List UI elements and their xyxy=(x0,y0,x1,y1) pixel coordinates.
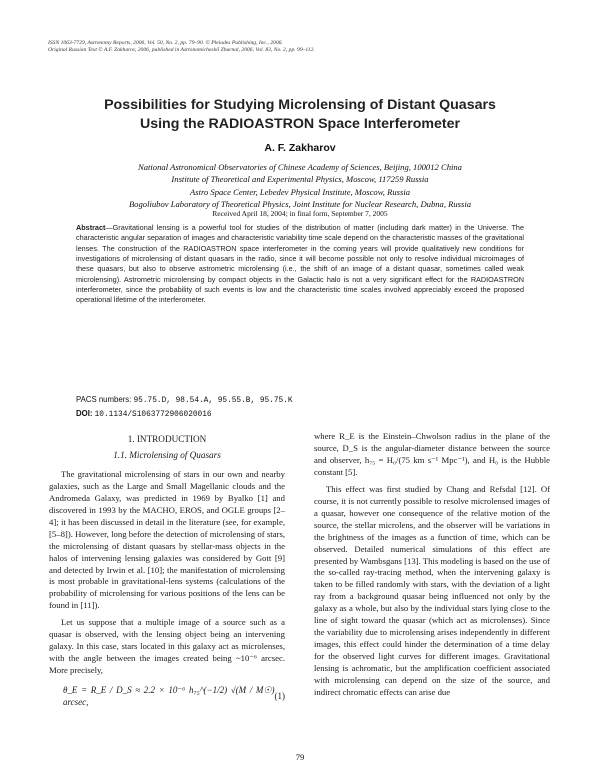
right-column xyxy=(314,431,550,699)
header-line-1: ISSN 1063-7729, Astronomy Reports, 2006, Vol. 50, No. 2, pp. 79–90. © Pleiades Publishing, Inc., 2006. xyxy=(48,40,283,46)
equation-body: θ_E = R_E / D_S ≈ 2.2 × 10⁻⁶ h₇₅^(−1/2) √(M / M☉) arcsec, xyxy=(63,685,275,708)
left-column xyxy=(49,431,285,709)
paragraph: The gravitational microlensing of stars in our own and nearby galaxies, such as the Large and Small Magellanic clouds and the Andromeda Galaxy, was predicted in 1969 by Byalko [1] and discovered in 1993 by the MACHO, EROS, and OGLE groups [2–4]; it has been discussed in detail in the literature (see, for example, [5–8]). However, long before the detection of microlensing of stars, the microlensing of distant quasars by stellar-mass objects in the halos of intervening lensing galaxies was considered by Gott [9] and detected by Irwin et al. [10]; the manifestation of microlensing is most probable in gravitational-lens systems (calculations of the probability of microlensing for various positions of the lens can be found in [11]). xyxy=(49,468,285,611)
received-dates: Received April 18, 2004; in final form, September 7, 2005 xyxy=(212,209,388,218)
section-title: 1. INTRODUCTION xyxy=(127,434,207,444)
title-line-2: Using the RADIOASTRON Space Interferometer xyxy=(139,116,461,132)
journal-header xyxy=(48,40,558,54)
pacs-codes: 95.75.D, 98.54.A, 95.55.B, 95.75.K xyxy=(133,397,293,405)
page-number: 79 xyxy=(295,752,305,762)
affiliations xyxy=(48,161,552,211)
abstract-text: —Gravitational lensing is a powerful tool for studies of the distribution of matter (including dark matter) in the Universe. The characteristic angular separation of images and characteristic variability time scale depend on the characteristic masses of the gravitational lenses. The construction of the RADIOASTRON space interferometer in the coming years will provide qualitatively new conditions for investigations of microlensing of distant quasars in the radio, since it will become possible not only to resolve individual microimages of these quasars, but also to observe astrometric microlensing (i.e., the shift of an image of a distant quasar, sometimes called weak microlensing). Astrometric microlensing by compact objects in the Galactic halo is not a very significant effect for the RADIOASTRON interferometer, since the probability of such events is low and the characteristic time scales involved appreciably exceed the proposed operational lifetime of the interferometer. xyxy=(76,223,524,305)
author: A. F. Zakharov xyxy=(264,142,336,154)
affiliation: National Astronomical Observatories of Chinese Academy of Sciences, Beijing, 100012 China xyxy=(138,162,462,172)
equation-number: (1) xyxy=(274,691,285,702)
header-line-2: Original Russian Text © A.F. Zakharov, 2006, published in Astronomicheskiĭ Zhurnal, 2006, Vol. 83, No. 2, pp. 99–112. xyxy=(48,47,315,53)
paragraph: Let us suppose that a multiple image of a source such as a quasar is observed, with the lensing object being an intervening galaxy. In this case, stars located in this galaxy act as microlenses, with the angle between the images created being ~10⁻⁶ arcsec. More precisely, xyxy=(49,617,285,676)
abstract xyxy=(76,223,524,306)
affiliation: Astro Space Center, Lebedev Physical Institute, Moscow, Russia xyxy=(189,186,411,197)
affiliation: Institute of Theoretical and Experimental Physics, Moscow, 117259 Russia xyxy=(171,174,429,185)
pacs-doi-block xyxy=(76,394,524,421)
doi-label: DOI: xyxy=(76,408,95,418)
equation-1 xyxy=(49,685,285,709)
paragraph: This effect was first studied by Chang and Refsdal [12]. Of course, it is not currently possible to resolve microlensed images of a quasar, however one consequence of the relative motion of the source, the stellar microlens, and the observer will be variations in the brightness of the images as a function of time, which can be observed. Detailed numerical simulations of this effect are presented by Wambsgans [13]. This modeling is based on the use of the so-called ray-tracing method, when the intervening galaxy is taken to be filled randomly with stars, with the deviation of a light ray from a background quasar being influenced not only by the galaxy as a whole, but also by the individual stars lying close to the line of sight toward the quasar (which act as microlenses). Since the variability due to microlensing arises independently in different images, this effect could hinder the determination of a time delay for the observed light curves for different images. Gravitational lensing is achromatic, but the amplification coefficient associated with microlensing can depend on the size of the source, and indirect chromatic effects can arise due xyxy=(314,483,550,698)
paragraph: where R_E is the Einstein–Chwolson radius in the plane of the source, D_S is the angular-diameter distance between the source and observer, h₇₅ = H₀/(75 km s⁻¹ Mpc⁻¹), and H₀ is the Hubble constant [5]. xyxy=(314,431,550,477)
abstract-label: Abstract xyxy=(76,223,106,232)
pacs-label: PACS numbers: xyxy=(76,395,134,404)
paper-title xyxy=(48,96,552,134)
subsection-title: 1.1. Microlensing of Quasars xyxy=(113,449,221,460)
doi-value: 10.1134/S1063772906020016 xyxy=(94,410,212,419)
doi-line xyxy=(76,408,524,422)
title-line-1: Possibilities for Studying Microlensing of Distant Quasars xyxy=(104,97,496,113)
affiliation: Bogoliubov Laboratory of Theoretical Physics, Joint Institute for Nuclear Research, Dubna, Russia xyxy=(128,199,472,210)
pacs-line xyxy=(76,394,524,408)
